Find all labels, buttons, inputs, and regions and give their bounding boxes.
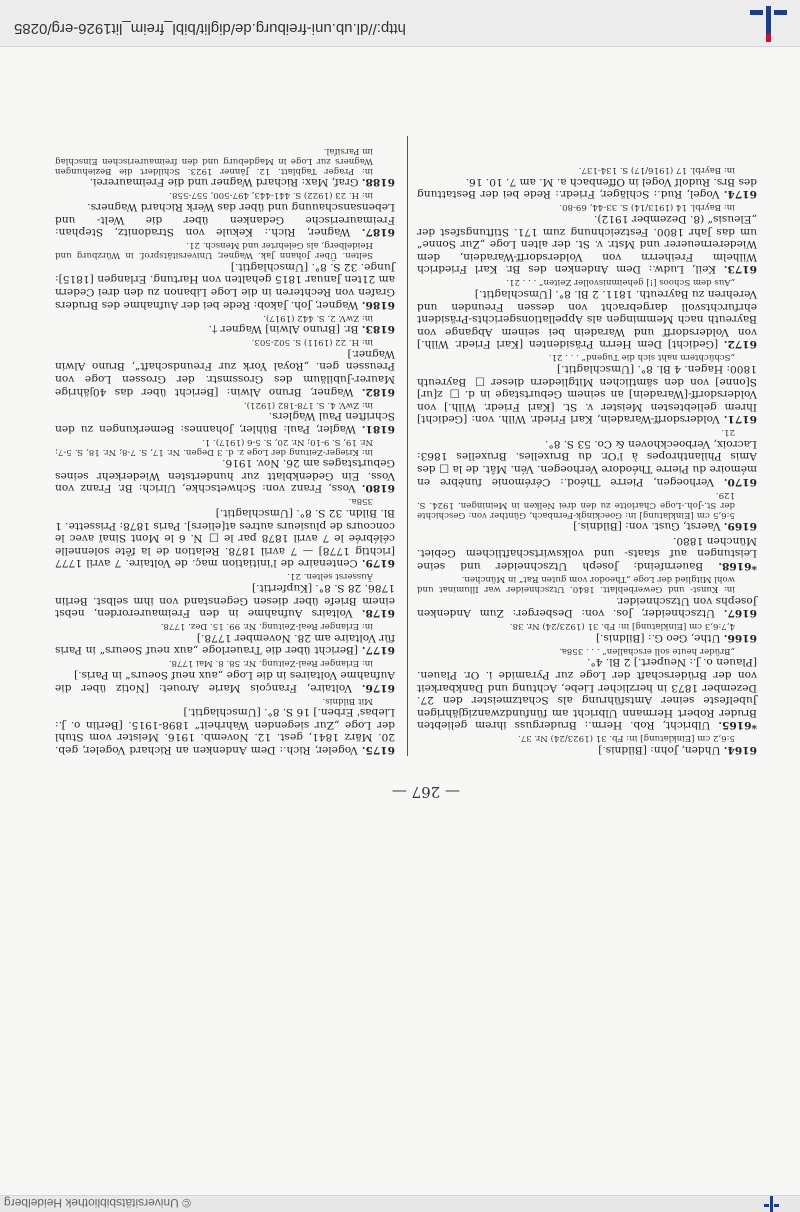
university-logo-icon: [746, 4, 790, 44]
list-item: 6170. Verhoegen, Pierre Théod.: Cérémonie funèbre en mémoire du Pierre Théodore Verhoegen. Vén. Mât. de la □ des Amis Philanthropes à l'Or. du Bruxelles. Bruxelles 1863: Lacroix, Verboeckhoven & Co. 53 S. 8°. 21.: [416, 427, 757, 488]
scanned-page: [0, 47, 800, 1196]
list-item: 6183. Br. [Bruno Alwin] Wagner †. in: ZwV. 2. S. 442 (1917).: [208, 312, 395, 336]
list-item: 6167. Utzschneider, Jos. von: Desberger: Zum Andenken Josephs von Utzschneider. in: Kunst- und Gewerbeblatt. 1840. Utzschneider war Illuminat und wohl Mitglied der Loge „Theodor vom guten Rat“ in München.: [417, 574, 757, 620]
list-item: 6181. Wagler, Paul: Bühler, Johannes: Bemerkungen zu den Schriften Paul Waglers. in: ZwV. 4. S. 178-182 (1921).: [55, 399, 395, 435]
rotated-page-content: [0, 47, 800, 1196]
list-item: 6166. Uthe, Geo G.: [Bildnis.] 4,7:6,3 cm [Einklatung] in: Fb. 31 (1923/24) Nr. 38.: [509, 621, 757, 644]
source-url[interactable]: http://dl.ub.uni-freiburg.de/diglit/bibl_freim_lit1926-erg/0285: [14, 20, 406, 37]
list-item: 6169. Vaerst, Gust. von: [Bildnis.] 5:6,5 cm [Einklatung] in: Goeckingk-Fernbach, Günther von: Geschichte der St.-Joh.-Loge Charlotte zu den drei Nelken in Meiningen. 1924. S. 129.: [417, 489, 757, 533]
university-logo-small-icon: [762, 1196, 782, 1212]
list-item: 6182. Wagner, Bruno Alwin: [Bericht über das 40jährige Maurer-Jubiläum des Grossmstr. der Grossen Loge von Preussen gen. „Royal York zur Freundschaft“, Bruno Alwin Wagner.] in: H. 22 (1911) S. 502-503.: [54, 337, 395, 398]
list-item: 6187. Wagner, Rich.: Kekule von Stradonitz, Stephan: Freimaurerische Gedanken über die Welt- und Lebensanschauung und über das Werk Richard Wagners. in: H. 23 (1922) S. 441-443, 497-500, 557-558.: [55, 190, 395, 239]
list-item: 6164. Uhden, John: [Bildnis.] 5:6,2 cm [Einklatung] in: Fb. 31 (1923/24) Nr. 37.: [517, 733, 757, 756]
list-item: 6173. Keil, Ludw.: Dem Andenken des Br. Karl Friedrich Wilhelm Freiherrn von Voldersdorff-Waradein, dem Wiedererneuerer und Mstr. v. St. der alten Loge „Zur Sonne“ um das Jahr 1800. Festzeichnung zum 171. Stiftungsfest der „Eleusis“ (8. Dezember 1912). in: Bayrbl. 14 (1913/14) S. 33-44, 69-80.: [417, 202, 757, 276]
left-column: [417, 163, 757, 756]
list-item: 6175. Vogeler, Rich.: Dem Andenken an Richard Vogeler, geb. 20. März 1841, gest. 12. Novemb. 1916. Meister vom Stuhl der Loge „Zur siegenden Wahrheit“ 1898-1915. [Berlin o. J.: Liebas' Erben.] 16 S. 8°. [Umschlagtit.] Mit Bildnis.: [55, 695, 395, 756]
list-item: 6174. Vogel, Rud.: Schläger, Friedr.: Rede bei der Bestattung des Brs. Rudolf Vogel in Offenbach a. M. am 7. 10. 16. in: Bayrbl. 17 (1916/17) S. 134-137.: [417, 165, 757, 201]
list-item: *6165. Ulbricht, Rob. Herm.: Bruderguss ihrem geliebten Bruder Robert Hermann Ulbricht am fünfundzwanzigjährigen Jubelfeste seiner Amtsführung als Schatzmeister den 27. Dezember 1873 in herzlicher Liebe, Achtung und Dankbarkeit von der Brüderschaft der Loge zur Pyramide i. Or. Plauen. [Plauen o. J.: Neupert.] 2 Bl. 4°. „Brüder heute soll erschallen“ . . . 358a.: [417, 645, 757, 732]
viewer-top-bar: [0, 0, 800, 47]
column-divider: [407, 136, 408, 756]
list-item: 6179. Centenaire de l'initiation maç. de Voltaire. 7 avril 1777 [richtig 1778] — 7 avril 1878. Relation de la fête solennelle célébrée le 7 avril 1878 par le □ N. 6 le Mont Sinaï avec le concours de plusieurs autres at[eliers]. Paris 1878: Prissette. 1 Bl. Bildn. 32 S. 8°. [Umschlagtit.] 358a.: [55, 496, 395, 570]
list-item: 6171. Voldersdorff-Waradein, Karl Friedr. Wilh. von: [Gedicht] Ihrem geliebtesten Meister v. St. [Karl Friedr. Wilh.] von Voldersdorff-[Waradein] an seinem Geburtstage in d. □ z[ur] S[onne] von den sämtlichen Mitgliedern dieser □ Bayreuth 1800: Hagen. 4 Bl. 8°. [Umschlagtit.] „Schüchtern naht sich die Tugend“ . . . 21.: [417, 352, 757, 426]
viewer-bottom-bar: [0, 1195, 800, 1212]
copyright-text: © Universitätsbibliothek Heidelberg: [4, 1196, 191, 1210]
list-item: 6178. Voltairs Aufnahme in den Freimaurerorden, nebst einem Briefe über diesen Gegenstand von ihm selbst. Berlin 1786. 28 S. 8°. [Kupfertit.] Äusserst selten. 21.: [54, 571, 395, 620]
list-item: 6180. Voss, Franz von: Schwetschke, Ulrich: Br. Franz von Voss. Ein Gedenkblatt zur hundertsten Wiederkehr seines Geburtstages am 26. Nov. 1916. in: Krieger-Zeitung der Loge z. d. 3 Degen. Nr. 17, S. 7-8; Nr. 18, S. 5-7; Nr. 19, S. 9-10; Nr. 20, S. 5-6 (1917). 1.: [55, 436, 395, 495]
list-item: 6186. Wagner, Joh. Jakob: Rede bei der Aufnahme des Bruders Grafen von Rechteren in die Loge Libanon zu den drei Cedern am 21ten Januar 1815 gehalten von Hartung. Erlangen [1815]: Junge. 32 S. 8°. [Umschlagtit.] Selten. Über Johann Jak. Wagner, Universitätsprof. in Würzburg und Heidelberg, als Gelehrter und Mensch. 21.: [55, 240, 395, 311]
page-number: — 267 —: [391, 783, 460, 801]
list-item: 6172. [Gedicht] Dem Herrn Präsidenten [Karl Friedr. Wilh.] von Voldersdorff und Waradein bei seinem Abgange von Bayreuth nach Memmingen als Appellationsgerichts-Präsident ehrfurchtsvoll dargebracht von dessen Freunden und Verehren zu Bayreuth. 1811. 2 Bl. 8°. [Umschlagtit.] „Aus dem Schoos [!] geheimnisvoller Zeiten“ . . . 21.: [417, 277, 757, 351]
list-item: 6177. [Bericht über die Trauerloge „aux neuf Soeurs“ in Paris für Voltaire am 28. November 1778.] in: Erlanger Real-Zeitung. Nr. 99. 15. Dez. 1778.: [55, 621, 395, 657]
list-item: 6176. Voltaire, François Marie Arouet: [Notiz über die Aufnahme Voltaires in die Loge „aux neuf Soeurs“ in Paris.] in: Erlanger Real-Zeitung. Nr. 58. 8. Mai 1778.: [55, 658, 395, 694]
right-column: [55, 144, 395, 756]
list-item: *6168. Bauernfeind: Joseph Utzschneider und seine Leistungen auf staats- und volkswirtschaftlichem Gebiet. München 1880.: [416, 534, 757, 573]
list-item: 6188. Graf, Max: Richard Wagner und die Freimaurerei. in: Prager Tagblatt. 12. Jänner 1923. Schildert die Beziehungen Wagners zur Loge in Magdeburg und den freimaurerischen Einschlag im Parsifal.: [55, 145, 395, 189]
